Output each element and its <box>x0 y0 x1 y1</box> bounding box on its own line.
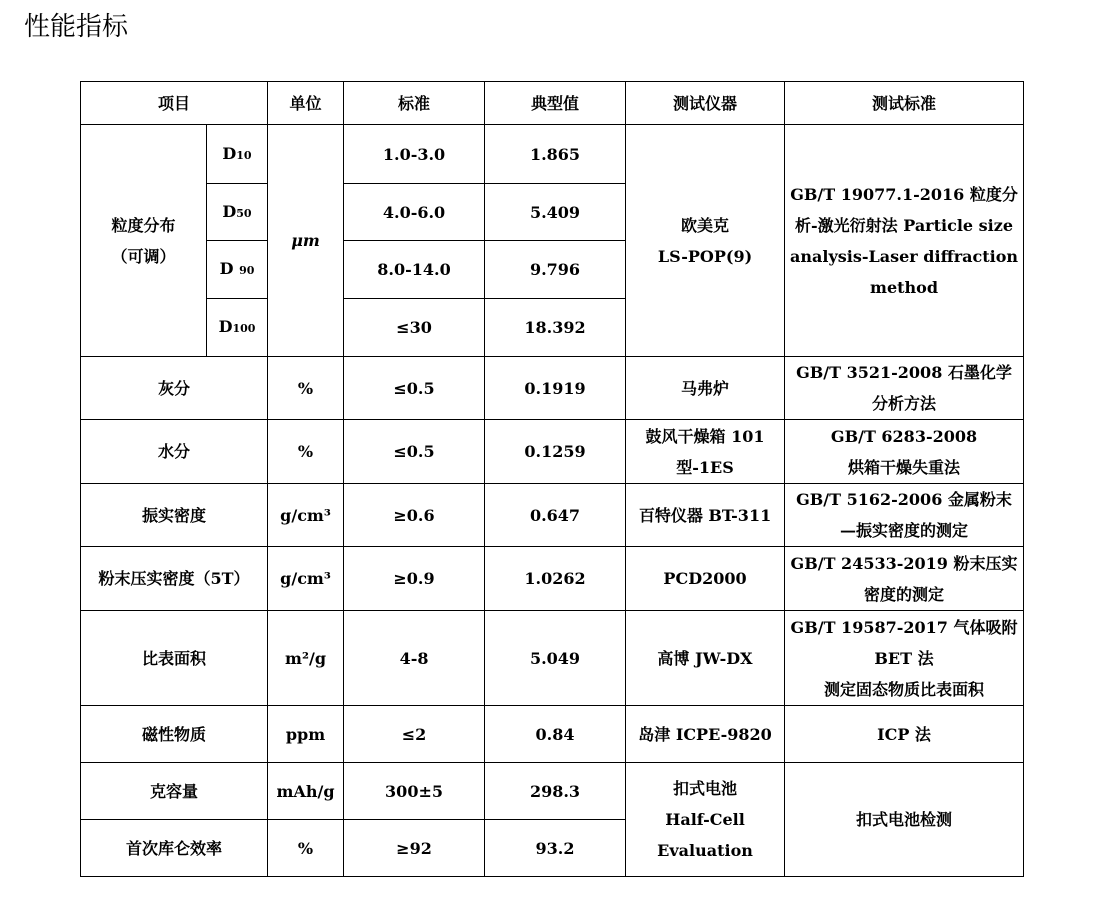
particle-instrument: 欧美克 LS-POP(9) <box>626 125 785 357</box>
table-row <box>81 547 1024 611</box>
surface-area-item: 比表面积 <box>81 611 268 706</box>
ash-value: 0.1919 <box>485 357 626 420</box>
header-item: 项目 <box>81 82 268 125</box>
particle-size-label: 粒度分布 <box>111 215 176 235</box>
table-row <box>81 706 1024 763</box>
header-instrument: 测试仪器 <box>626 82 785 125</box>
table-row <box>81 611 1024 706</box>
d50-value: 5.409 <box>485 184 626 241</box>
capacity-standard: 300±5 <box>344 763 485 820</box>
ash-item: 灰分 <box>81 357 268 420</box>
d100-value: 18.392 <box>485 299 626 357</box>
particle-method: GB/T 19077.1-2016 粒度分 析-激光衍射法 Particle size analysis-Laser diffraction method <box>785 125 1024 357</box>
d50-label: D50 <box>207 184 268 241</box>
header-row <box>81 82 1024 125</box>
efficiency-value: 93.2 <box>485 820 626 877</box>
moisture-standard: ≤0.5 <box>344 420 485 484</box>
coin-cell-instrument: 扣式电池 Half-Cell Evaluation <box>626 763 785 877</box>
efficiency-standard: ≥92 <box>344 820 485 877</box>
d10-value: 1.865 <box>485 125 626 184</box>
moisture-method: GB/T 6283-2008 烘箱干燥失重法 <box>785 420 1024 484</box>
surface-area-method: GB/T 19587-2017 气体吸附 BET 法 测定固态物质比表面积 <box>785 611 1024 706</box>
d90-label: D 90 <box>207 241 268 299</box>
tap-density-item: 振实密度 <box>81 484 268 547</box>
compact-density-item: 粉末压实密度（5T） <box>81 547 268 611</box>
efficiency-item: 首次库仑效率 <box>81 820 268 877</box>
tap-density-value: 0.647 <box>485 484 626 547</box>
magnetic-method: ICP 法 <box>785 706 1024 763</box>
magnetic-value: 0.84 <box>485 706 626 763</box>
d100-standard: ≤30 <box>344 299 485 357</box>
compact-density-value: 1.0262 <box>485 547 626 611</box>
header-method: 测试标准 <box>785 82 1024 125</box>
magnetic-standard: ≤2 <box>344 706 485 763</box>
table-row <box>81 125 1024 184</box>
magnetic-item: 磁性物质 <box>81 706 268 763</box>
capacity-unit: mAh/g <box>268 763 344 820</box>
ash-unit: % <box>268 357 344 420</box>
d90-value: 9.796 <box>485 241 626 299</box>
surface-area-unit: m²/g <box>268 611 344 706</box>
ash-method: GB/T 3521-2008 石墨化学 分析方法 <box>785 357 1024 420</box>
coin-cell-method: 扣式电池检测 <box>785 763 1024 877</box>
d10-standard: 1.0-3.0 <box>344 125 485 184</box>
tap-density-method: GB/T 5162-2006 金属粉末 —振实密度的测定 <box>785 484 1024 547</box>
compact-density-instrument: PCD2000 <box>626 547 785 611</box>
capacity-value: 298.3 <box>485 763 626 820</box>
tap-density-instrument: 百特仪器 BT-311 <box>626 484 785 547</box>
spec-table <box>80 81 1024 877</box>
table-row <box>81 420 1024 484</box>
compact-density-unit: g/cm³ <box>268 547 344 611</box>
table-row <box>81 357 1024 420</box>
moisture-instrument: 鼓风干燥箱 101 型-1ES <box>626 420 785 484</box>
d100-label: D100 <box>207 299 268 357</box>
table-row <box>81 763 1024 820</box>
surface-area-standard: 4-8 <box>344 611 485 706</box>
table-row <box>81 484 1024 547</box>
header-unit: 单位 <box>268 82 344 125</box>
moisture-item: 水分 <box>81 420 268 484</box>
header-standard: 标准 <box>344 82 485 125</box>
d10-label: D10 <box>207 125 268 184</box>
particle-size-item <box>81 125 207 357</box>
d90-standard: 8.0-14.0 <box>344 241 485 299</box>
moisture-unit: % <box>268 420 344 484</box>
ash-standard: ≤0.5 <box>344 357 485 420</box>
compact-density-standard: ≥0.9 <box>344 547 485 611</box>
d50-standard: 4.0-6.0 <box>344 184 485 241</box>
efficiency-unit: % <box>268 820 344 877</box>
particle-size-adjustable: （可调） <box>111 246 176 266</box>
moisture-value: 0.1259 <box>485 420 626 484</box>
magnetic-unit: ppm <box>268 706 344 763</box>
tap-density-standard: ≥0.6 <box>344 484 485 547</box>
magnetic-instrument: 岛津 ICPE-9820 <box>626 706 785 763</box>
tap-density-unit: g/cm³ <box>268 484 344 547</box>
compact-density-method: GB/T 24533-2019 粉末压实 密度的测定 <box>785 547 1024 611</box>
ash-instrument: 马弗炉 <box>626 357 785 420</box>
header-typical: 典型值 <box>485 82 626 125</box>
surface-area-value: 5.049 <box>485 611 626 706</box>
page-title: 性能指标 <box>24 12 129 42</box>
surface-area-instrument: 高博 JW-DX <box>626 611 785 706</box>
particle-unit: μm <box>268 125 344 357</box>
capacity-item: 克容量 <box>81 763 268 820</box>
